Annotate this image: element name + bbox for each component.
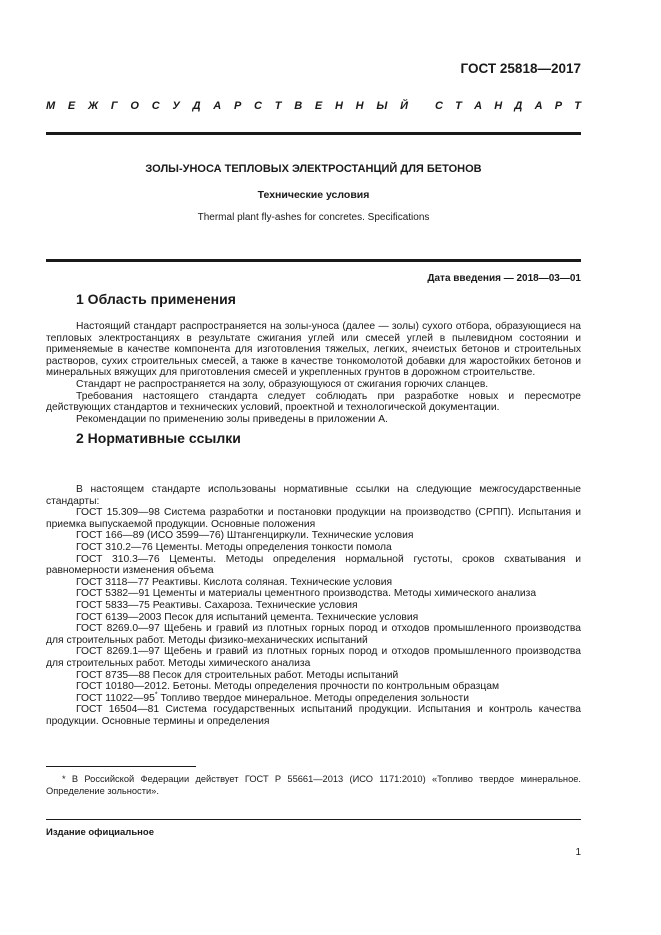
banner-letter: Ы — [376, 100, 388, 112]
section-1-body — [46, 321, 581, 425]
banner-letter: Н — [355, 100, 364, 112]
banner-letter: С — [435, 100, 443, 112]
banner-letter: Т — [574, 100, 581, 112]
document-title: ЗОЛЫ-УНОСА ТЕПЛОВЫХ ЭЛЕКТРОСТАНЦИЙ ДЛЯ БЕТОНОВ — [145, 163, 482, 175]
document-code: ГОСТ 25818—2017 — [460, 61, 581, 76]
banner-letter: А — [213, 100, 222, 112]
section-2-body — [46, 484, 581, 727]
title-rule — [46, 259, 581, 262]
section-1-heading: 1 Область применения — [76, 291, 236, 307]
banner-letter: У — [172, 100, 180, 112]
section-1-paragraph: Настоящий стандарт распространяется на золы-уноса (далее — золы) сухого отбора, образующиеся на тепловых электростанциях в результате сжигания углей или смесей углей в пылевидном состоянии и применяемые в качестве компонента для изготовления тяжелых, легких, ячеистых бетонов и строительных растворов, сухих строительных смесей, а также в качестве тонкомолотой добавки для жаростойких бетонов и минеральных вяжущих для приготовления смесей и укрепленных грунтов в дорожном строительстве. — [46, 321, 581, 379]
normative-references-list — [46, 507, 581, 727]
banner-letter: Р — [233, 100, 242, 112]
section-1-paragraph: Стандарт не распространяется на золу, образующуюся от сжигания горючих сланцев. — [76, 378, 489, 390]
reference-item: ГОСТ 310.2—76 Цементы. Методы определения тонкости помола — [76, 541, 392, 553]
banner-letter: А — [474, 100, 483, 112]
document-subtitle: Технические условия — [257, 189, 370, 201]
banner-letter: Н — [334, 100, 343, 112]
banner-letter: Н — [494, 100, 503, 112]
reference-item: ГОСТ 15.309—98 Система разработки и постановки продукции на производство (СРПП). Испытания и приемка выпускаемой продукции. Основные положения — [46, 507, 581, 530]
reference-item: ГОСТ 166—89 (ИСО 3599—76) Штангенциркули. Технические условия — [76, 530, 414, 542]
banner-word-standard — [435, 100, 581, 112]
reference-item: ГОСТ 16504—81 Система государственных испытаний продукции. Испытания и контроль качества продукции. Основные термины и определения — [46, 704, 581, 727]
page-number: 1 — [575, 847, 581, 858]
reference-item: ГОСТ 10180—2012. Бетоны. Методы определения прочности по контрольным образцам — [76, 681, 500, 693]
banner-letter: А — [534, 100, 543, 112]
reference-code: ГОСТ 11022—95 — [76, 692, 155, 704]
banner-letter: В — [294, 100, 303, 112]
banner-letter: Е — [314, 100, 323, 112]
section-2-heading: 2 Нормативные ссылки — [76, 430, 241, 446]
banner-letter: С — [151, 100, 160, 112]
section-1-paragraph: Требования настоящего стандарта следует соблюдать при разработке новых и пересмотре действующих стандартов и технических условий, проектной и технологической документации. — [46, 390, 581, 414]
reference-item: ГОСТ 5833—75 Реактивы. Сахароза. Технические условия — [76, 599, 358, 611]
section-2-intro: В настоящем стандарте использованы нормативные ссылки на следующие межгосударственные стандарты: — [46, 484, 581, 507]
banner-letter: С — [254, 100, 262, 112]
banner-word-interstate — [46, 100, 408, 112]
footnote — [46, 773, 581, 797]
footnote-rule — [46, 766, 196, 767]
reference-item: ГОСТ 8269.0—97 Щебень и гравий из плотных горных пород и отходов промышленного производства для строительных работ. Методы физико-механических испытаний — [46, 623, 581, 646]
banner-letter: Р — [554, 100, 563, 112]
english-title: Thermal plant fly-ashes for concretes. Specifications — [197, 212, 430, 223]
banner-letter: О — [130, 100, 139, 112]
official-edition-label: Издание официальное — [46, 827, 154, 838]
reference-item: ГОСТ 5382—91 Цементы и материалы цементного производства. Методы химического анализа — [76, 588, 537, 600]
banner-letter: Е — [67, 100, 76, 112]
banner-letter: Д — [514, 100, 523, 112]
reference-item — [46, 693, 581, 705]
banner-letter: Д — [192, 100, 201, 112]
reference-item: ГОСТ 8735—88 Песок для строительных работ. Методы испытаний — [76, 669, 399, 681]
standard-banner — [46, 100, 581, 112]
footnote-marker: * — [154, 691, 158, 699]
reference-item: ГОСТ 310.3—76 Цементы. Методы определения нормальной густоты, сроков схватывания и равномерности изменения объема — [46, 553, 581, 577]
footnote-text: * В Российской Федерации действует ГОСТ Р 55661—2013 (ИСО 1171:2010) «Топливо твердое минеральное. Определение зольности». — [46, 774, 581, 796]
reference-item: ГОСТ 6139—2003 Песок для испытаний цемента. Технические условия — [76, 611, 419, 623]
banner-letter: Т — [455, 100, 462, 112]
introduction-date: Дата введения — 2018—03—01 — [427, 273, 581, 284]
banner-letter: Г — [110, 100, 118, 112]
banner-letter: Ж — [87, 100, 99, 112]
banner-letter: Й — [400, 100, 408, 112]
header-rule — [46, 132, 581, 135]
banner-letter: М — [46, 100, 56, 112]
section-1-paragraph: Рекомендации по применению золы приведены в приложении А. — [76, 413, 388, 425]
banner-letter: Т — [274, 100, 282, 112]
reference-item: ГОСТ 8269.1—97 Щебень и гравий из плотных горных пород и отходов промышленного производства для строительных работ. Методы химического анализа — [46, 646, 581, 669]
footer-rule — [46, 819, 581, 820]
reference-item: ГОСТ 3118—77 Реактивы. Кислота соляная. Технические условия — [76, 576, 393, 588]
reference-text: Топливо твердое минеральное. Методы определения зольности — [157, 692, 469, 704]
